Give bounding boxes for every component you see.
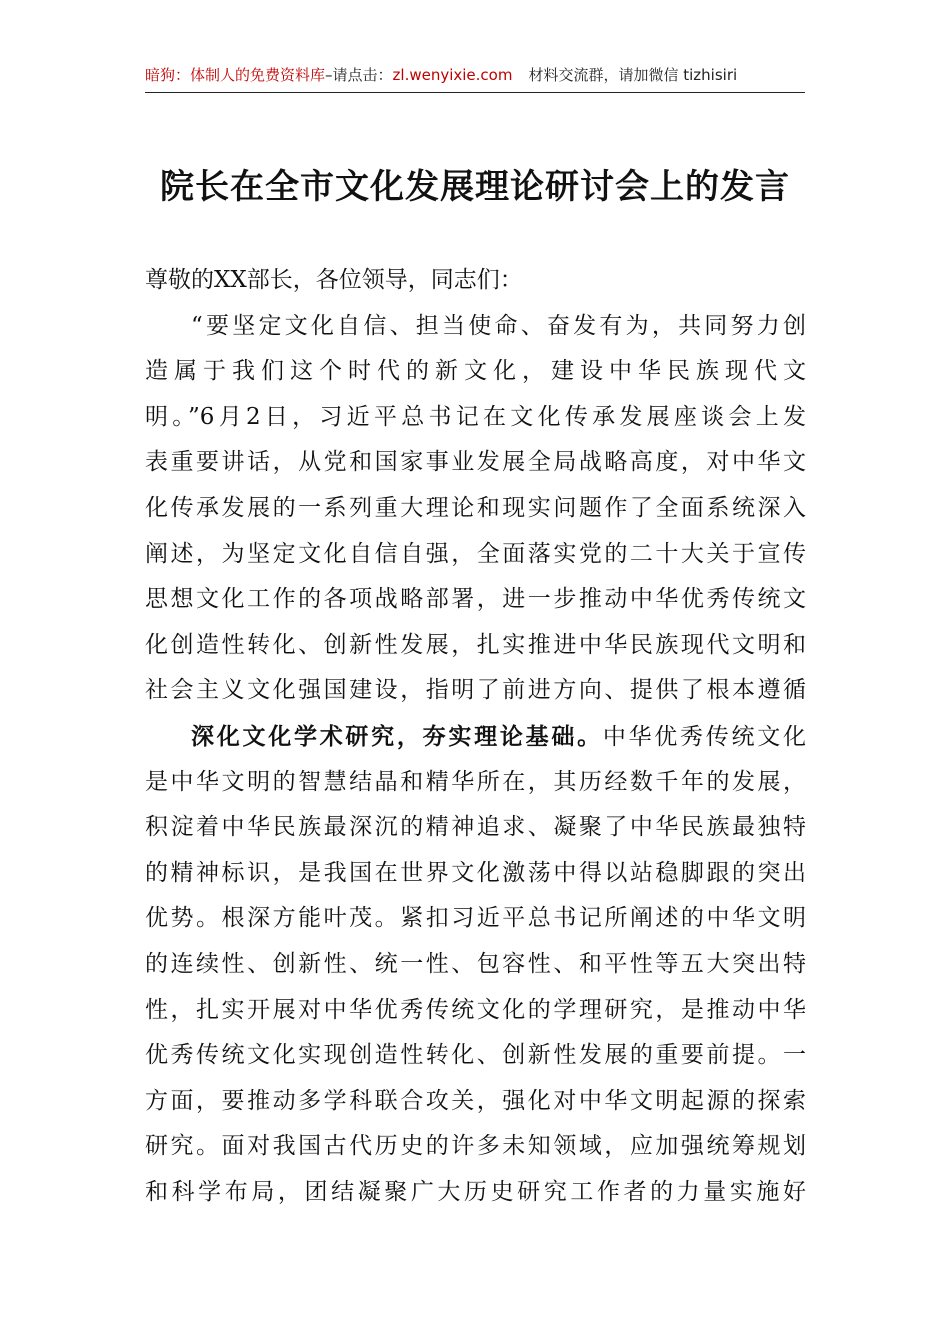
para2-heading: 深化文化学术研究，夯实理论基础。 [191, 722, 603, 750]
header-url-link[interactable]: zl.wenyixie.com [392, 66, 513, 84]
para2-line: 和科学布局，团结凝聚广大历史研究工作者的力量实施好 [145, 1178, 806, 1205]
para2-first-line [145, 714, 806, 760]
para1-line: 阐述，为坚定文化自信自强，全面落实党的二十大关于宣传 [145, 540, 806, 567]
para2-line: 研究。面对我国古代历史的许多未知领域，应加强统筹规划 [145, 1133, 806, 1160]
document-body [145, 258, 806, 1215]
para1-line: 社会主义文化强国建设，指明了前进方向、提供了根本遵循 [145, 677, 806, 704]
para1-line: “要坚定文化自信、担当使命、奋发有为，共同努力创 [191, 312, 806, 339]
para1-line: 化传承发展的一系列重大理论和现实问题作了全面系统深入 [145, 494, 806, 521]
para2-line: 的精神标识，是我国在世界文化激荡中得以站稳脚跟的突出 [145, 859, 806, 886]
header-brand: 暗狗：体制人的免费资料库 [145, 66, 326, 84]
para2-line: 是中华文明的智慧结晶和精华所在，其历经数千年的发展， [145, 768, 806, 795]
para1-line: 表重要讲话，从党和国家事业发展全局战略高度，对中华文 [145, 449, 806, 476]
para1-line: 造属于我们这个时代的新文化，建设中华民族现代文 [145, 358, 806, 385]
header-click-label: –请点击： [325, 66, 393, 84]
para2-line: 方面，要推动多学科联合攻关，强化对中华文明起源的探索 [145, 1087, 806, 1114]
page-header [145, 62, 805, 93]
para2-line: 优秀传统文化实现创造性转化、创新性发展的重要前提。一 [145, 1042, 806, 1069]
para1-line: 化创造性转化、创新性发展，扎实推进中华民族现代文明和 [145, 631, 806, 658]
header-contact: 材料交流群，请加微信 tizhisiri [528, 66, 738, 84]
greeting: 尊敬的XX部长，各位领导，同志们： [145, 267, 523, 293]
document-title: 院长在全市文化发展理论研讨会上的发言 [160, 167, 790, 207]
para2-line: 性，扎实开展对中华优秀传统文化的学理研究，是推动中华 [145, 996, 806, 1023]
para1-line: 明。”6月2日，习近平总书记在文化传承发展座谈会上发 [145, 403, 806, 430]
para2-line: 积淀着中华民族最深沉的精神追求、凝聚了中华民族最独特 [145, 814, 806, 841]
para1-line: 思想文化工作的各项战略部署，进一步推动中华优秀传统文 [145, 586, 806, 613]
para2-line: 优势。根深方能叶茂。紧扣习近平总书记所阐述的中华文明 [145, 905, 806, 932]
para2-first-rest: 中华优秀传统文化 [602, 723, 807, 750]
para2-line: 的连续性、创新性、统一性、包容性、和平性等五大突出特 [145, 950, 806, 977]
